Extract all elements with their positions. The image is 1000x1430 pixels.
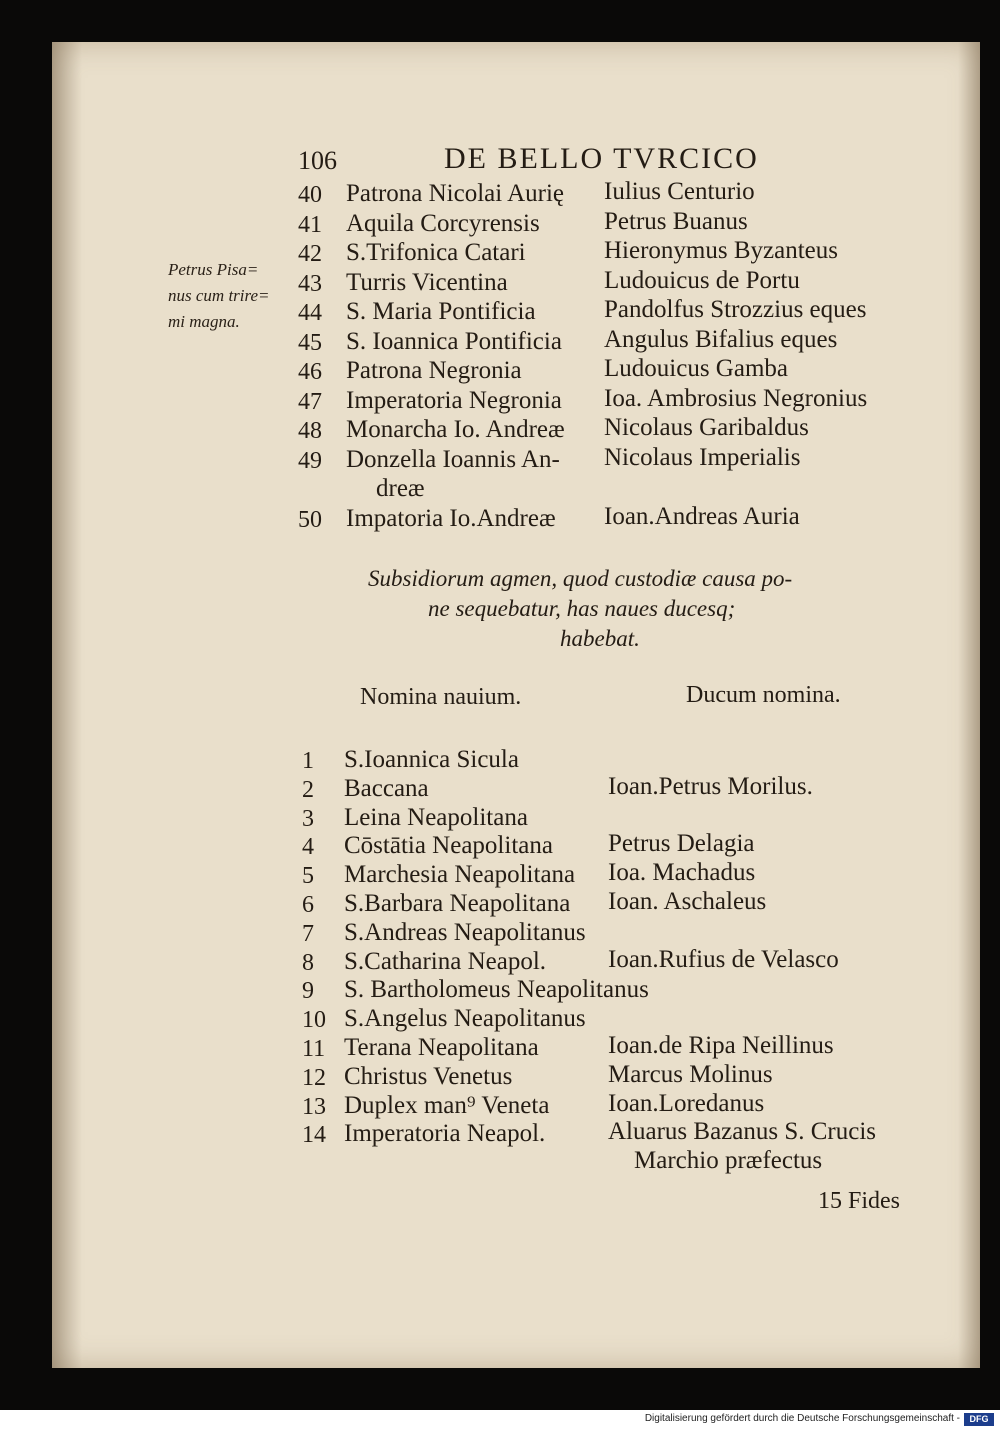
row-number: 12 bbox=[302, 1064, 326, 1091]
row-number: 47 bbox=[298, 388, 322, 415]
captain-name: Aluarus Bazanus S. Crucis bbox=[608, 1118, 877, 1146]
row-number: 11 bbox=[302, 1036, 326, 1062]
page-gutter-shadow bbox=[52, 42, 82, 1368]
ship-name: S.Angelus Neapolitanus bbox=[344, 1005, 586, 1033]
captain-name: Petrus Buanus bbox=[604, 207, 748, 235]
ship-name: Cōstātia Neapolitana bbox=[344, 832, 553, 860]
dfg-logo: DFG bbox=[964, 1413, 994, 1426]
ship-name: S.Catharina Neapol. bbox=[344, 947, 547, 975]
captain-name: Marcus Molinus bbox=[608, 1060, 773, 1088]
captain-name: Nicolaus Imperialis bbox=[604, 443, 801, 471]
page-edge-shadow bbox=[958, 42, 980, 1368]
row-number: 3 bbox=[302, 805, 314, 832]
running-title: DE BELLO TVRCICO bbox=[444, 142, 759, 175]
captain-name: Ioan.Petrus Morilus. bbox=[608, 772, 813, 800]
ship-name: Imperatoria Neapol. bbox=[344, 1120, 546, 1148]
ship-name-continued: dreæ bbox=[376, 475, 425, 502]
ship-name: S.Trifonica Catari bbox=[346, 239, 526, 266]
row-number: 1 bbox=[302, 748, 314, 774]
captain-name: Ioan.Rufius de Velasco bbox=[608, 945, 839, 973]
ship-name: S. Maria Pontificia bbox=[346, 298, 536, 325]
captain-name: Pandolfus Strozzius eques bbox=[604, 296, 867, 323]
footer-bar bbox=[0, 1410, 1000, 1430]
captain-name: Ioa. Machadus bbox=[608, 859, 756, 887]
ship-name: Turris Vicentina bbox=[346, 268, 508, 296]
row-number: 5 bbox=[302, 863, 314, 890]
row-number: 2 bbox=[302, 776, 314, 803]
ship-name: Leina Neapolitana bbox=[344, 803, 528, 831]
row-number: 44 bbox=[298, 300, 322, 326]
ship-name: S. Bartholomeus Neapolitanus bbox=[344, 976, 649, 1004]
ship-name: S.Andreas Neapolitanus bbox=[344, 918, 586, 946]
ship-name: S. Ioannica Pontificia bbox=[346, 327, 562, 355]
captain-name: Ioan.Loredanus bbox=[608, 1089, 765, 1117]
ship-name: Duplex man⁹ Veneta bbox=[344, 1091, 550, 1119]
page-number: 106 bbox=[298, 146, 337, 175]
row-number: 7 bbox=[302, 920, 314, 947]
row-number: 6 bbox=[302, 892, 314, 918]
ship-name: Monarcha Io. Andreæ bbox=[346, 416, 565, 443]
row-number: 42 bbox=[298, 241, 322, 267]
captain-name: Angulus Bifalius eques bbox=[604, 325, 838, 353]
ship-name: Baccana bbox=[344, 774, 429, 802]
captain-name: Ludouicus de Portu bbox=[604, 266, 800, 294]
margin-note-line: Petrus Pisa= bbox=[168, 260, 259, 279]
captain-name: Ioan.de Ripa Neillinus bbox=[608, 1032, 834, 1059]
captain-name: Ludouicus Gamba bbox=[604, 355, 788, 382]
row-number: 4 bbox=[302, 834, 314, 861]
row-number: 48 bbox=[298, 418, 322, 444]
captain-name: Nicolaus Garibaldus bbox=[604, 414, 809, 441]
ship-name: S.Barbara Neapolitana bbox=[344, 890, 571, 917]
ship-name: Patrona Negronia bbox=[346, 357, 522, 384]
captain-name: Hieronymus Byzanteus bbox=[604, 237, 838, 264]
subheading-line: ne sequebatur, has naues ducesq; bbox=[428, 596, 736, 621]
row-number: 40 bbox=[298, 182, 322, 208]
row-number: 43 bbox=[298, 270, 322, 297]
captain-name: Ioan.Andreas Auria bbox=[604, 502, 800, 530]
subheading-line: habebat. bbox=[560, 626, 640, 651]
ship-name: Patrona Nicolai Aurię bbox=[346, 180, 564, 207]
row-number: 50 bbox=[298, 506, 322, 533]
row-number: 49 bbox=[298, 447, 322, 474]
captain-name: Ioa. Ambrosius Negronius bbox=[604, 384, 868, 412]
catchword: 15 Fides bbox=[818, 1188, 901, 1214]
margin-note-line: mi magna. bbox=[168, 312, 240, 331]
subheading-line: Subsidiorum agmen, quod custodiæ causa po- bbox=[368, 566, 793, 591]
ship-name: Imperatoria Negronia bbox=[346, 386, 562, 414]
column-header-captains: Ducum nomina. bbox=[686, 682, 841, 708]
margin-note-line: nus cum trire= bbox=[168, 286, 270, 305]
row-number: 10 bbox=[302, 1007, 326, 1034]
footer-credit: Digitalisierung gefördert durch die Deutsche Forschungsgemeinschaft - bbox=[644, 1413, 960, 1424]
ship-name: Donzella Ioannis An- bbox=[346, 445, 560, 473]
row-number: 14 bbox=[302, 1122, 326, 1149]
row-number: 45 bbox=[298, 329, 322, 356]
captain-name-continued: Marchio præfectus bbox=[634, 1147, 823, 1175]
row-number: 13 bbox=[302, 1093, 326, 1120]
ship-name: Terana Neapolitana bbox=[344, 1034, 539, 1061]
row-number: 8 bbox=[302, 949, 314, 976]
captain-name: Iulius Centurio bbox=[604, 178, 755, 205]
ship-name: S.Ioannica Sicula bbox=[344, 746, 519, 773]
captain-name: Ioan. Aschaleus bbox=[608, 888, 767, 915]
row-number: 46 bbox=[298, 359, 322, 385]
column-header-ships: Nomina nauium. bbox=[360, 684, 522, 710]
ship-name: Aquila Corcyrensis bbox=[346, 209, 540, 237]
row-number: 9 bbox=[302, 978, 314, 1005]
row-number: 41 bbox=[298, 211, 322, 238]
captain-name: Petrus Delagia bbox=[608, 830, 755, 858]
ship-name: Christus Venetus bbox=[344, 1062, 513, 1090]
ship-name: Impatoria Io.Andreæ bbox=[346, 504, 556, 532]
ship-name: Marchesia Neapolitana bbox=[344, 861, 576, 889]
